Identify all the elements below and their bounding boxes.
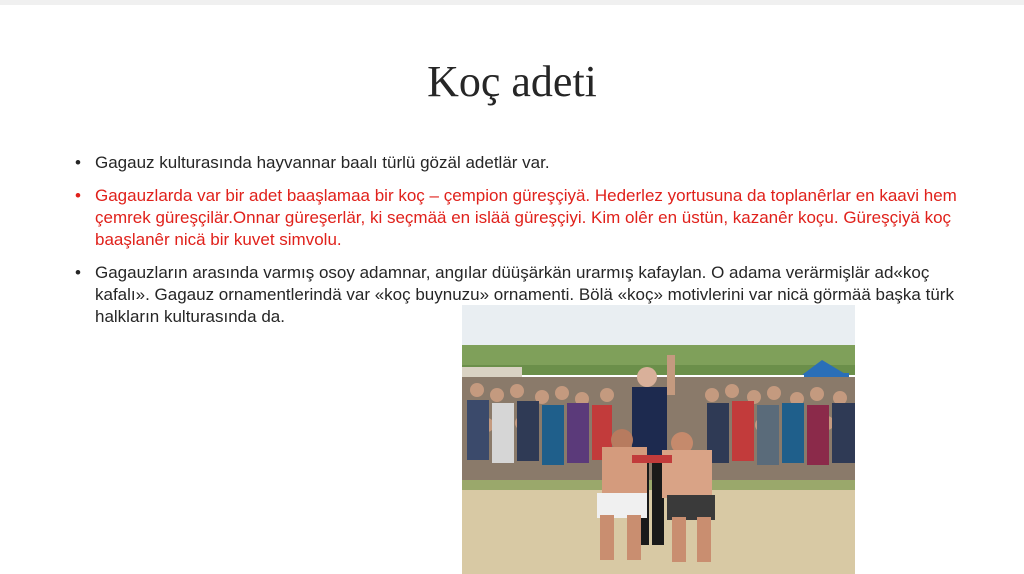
wrestling-photo-illustration [462, 305, 855, 574]
slide-title: Koç adeti [427, 57, 597, 106]
bullet-dot: • [75, 263, 81, 282]
bullet-item [75, 185, 975, 251]
bullet-text: Gagauzların arasında varmış osoy adamnar, angılar düüşärkän urarmış kafaylan. O adama verärmişlär ad«koç kafalı». Gagauz ornamentlerindä var «koç buynuzu» ornamenti. Bölä «koç» motivlerini var nicä görmää başka türk halkların kulturasında da. [95, 263, 954, 326]
bullet-dot: • [75, 153, 81, 172]
bullet-item [75, 152, 975, 174]
top-rule [0, 0, 1024, 5]
bullet-dot: • [75, 186, 81, 205]
bullet-text: Gagauzlarda var bir adet baaşlamaa bir koç – çempion güreşçiyä. Hederlez yortusuna da toplanêrlar en kaavi hem çemrek güreşçilär.Onnar güreşerlär, ki seçmää en islää güreşçiyi. Kim olêr en üstün, kazanêr koçu. Güreşçiyä koç baaşlanêr nicä bir kuvet simvolu. [95, 186, 957, 249]
wrestling-photo [462, 305, 855, 574]
bullet-text: Gagauz kulturasında hayvannar baalı türlü gözäl adetlär var. [95, 153, 550, 172]
